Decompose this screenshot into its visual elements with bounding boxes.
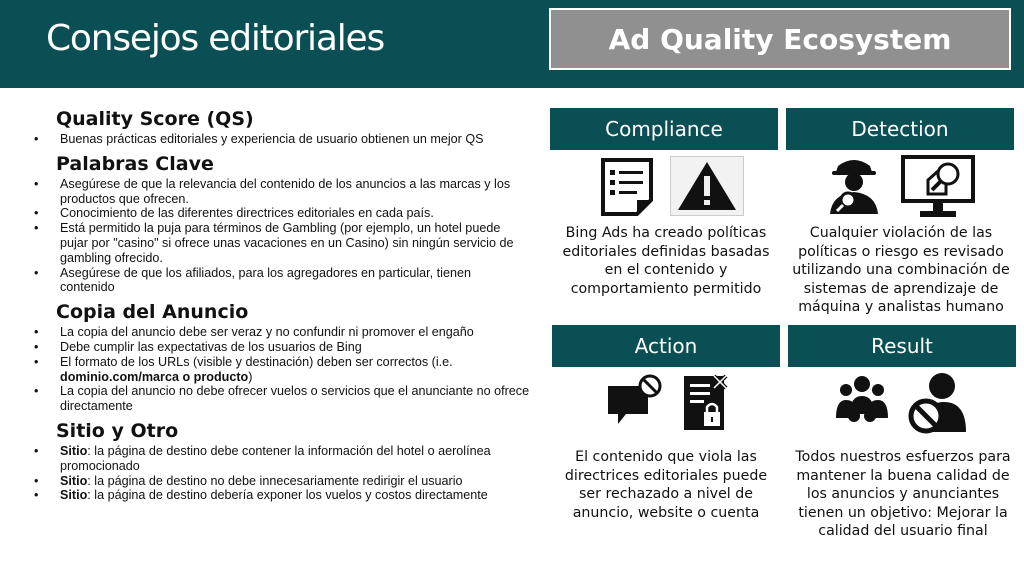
list-item: • Está permitido la puja para términos de Gambling (por ejemplo, un hotel puede pujar por "casino" si ofrece unas vacaciones en un Casino) sin ningún servicio de gambling ofrecido.	[34, 221, 514, 265]
ecosystem-badge: Ad Quality Ecosystem	[549, 8, 1011, 70]
list-item: • Sitio: la página de destino debería exponer los vuelos y costos directamente	[34, 488, 544, 503]
site-text: la página de destino debe contener la información del hotel o aerolínea promocionado	[60, 443, 491, 473]
site-lead: Sitio	[60, 488, 88, 503]
document-list-icon	[600, 158, 654, 221]
tips-column	[34, 108, 544, 509]
site-text: la página de destino no debe innecesariamente redirigir el usuario	[94, 473, 463, 488]
card-compliance-text: Bing Ads ha creado políticas editoriales definidas basadas en el contenido y comportamiento permitido	[562, 225, 770, 297]
site-lead: Sitio	[60, 443, 88, 458]
card-result-title: Result	[788, 325, 1016, 367]
warning-icon	[670, 156, 744, 221]
page-title: Consejos editoriales	[46, 18, 385, 59]
monitor-search-icon	[900, 154, 976, 225]
card-compliance-title: Compliance	[550, 108, 778, 150]
list-item: • Asegúrese de que los afiliados, para los agregadores en particular, tienen contenido	[34, 266, 514, 296]
card-action-title: Action	[552, 325, 780, 367]
list-item: • Sitio: la página de destino no debe innecesariamente redirigir el usuario	[34, 474, 544, 489]
list-item: • La copia del anuncio no debe ofrecer vuelos o servicios que el anunciante no ofrece directamente	[34, 384, 544, 414]
list-item: • Debe cumplir las expectativas de los usuarios de Bing	[34, 340, 544, 355]
blocked-user-icon	[906, 370, 970, 439]
url-format-text: El formato de los URLs (visible y destinación) deben ser correctos (i.e.	[60, 354, 453, 369]
spy-icon	[826, 152, 882, 219]
list-item: • Asegúrese de que la relevancia del contenido de los anuncios a las marcas y los productos que ofrecen.	[34, 177, 514, 207]
ad-copy-list	[34, 325, 544, 414]
locked-document-icon	[680, 372, 730, 439]
card-action-text: El contenido que viola las directrices editoriales puede ser rechazado a nivel de anuncio, website o cuenta	[564, 449, 768, 521]
site-list	[34, 444, 544, 503]
list-item: • La copia del anuncio debe ser veraz y no confundir ni promover el engaño	[34, 325, 544, 340]
list-item: • Conocimiento de las diferentes directrices editoriales en cada país.	[34, 206, 514, 221]
list-item	[34, 355, 540, 385]
card-detection-text: Cualquier violación de las políticas o riesgo es revisado utilizando una combinación de sistemas de aprendizaje de máquina y analistas humano	[792, 225, 1010, 315]
section-heading-site: Sitio y Otro	[56, 419, 179, 442]
section-heading-ad-copy: Copia del Anuncio	[56, 301, 249, 324]
header-bar	[0, 0, 1024, 88]
users-group-icon	[834, 374, 890, 433]
site-lead: Sitio	[60, 473, 88, 488]
keywords-list	[34, 177, 514, 295]
qs-list	[34, 132, 544, 147]
section-heading-keywords: Palabras Clave	[56, 152, 214, 175]
section-heading-qs: Quality Score (QS)	[56, 108, 254, 130]
site-text: la página de destino debería exponer los vuelos y costos directamente	[94, 488, 488, 503]
url-suffix: )	[248, 369, 253, 384]
list-item: • Sitio: la página de destino debe contener la información del hotel o aerolínea promocionado	[34, 444, 544, 474]
blocked-chat-icon	[606, 374, 664, 435]
card-result-text: Todos nuestros esfuerzos para mantener la buena calidad de los anuncios y anunciantes tienen un objetivo: Mejorar la calidad del usuario final	[795, 449, 1011, 539]
url-example: dominio.com/marca o producto	[60, 369, 249, 384]
list-item: • Buenas prácticas editoriales y experiencia de usuario obtienen un mejor QS	[34, 132, 544, 147]
card-detection-title: Detection	[786, 108, 1014, 150]
